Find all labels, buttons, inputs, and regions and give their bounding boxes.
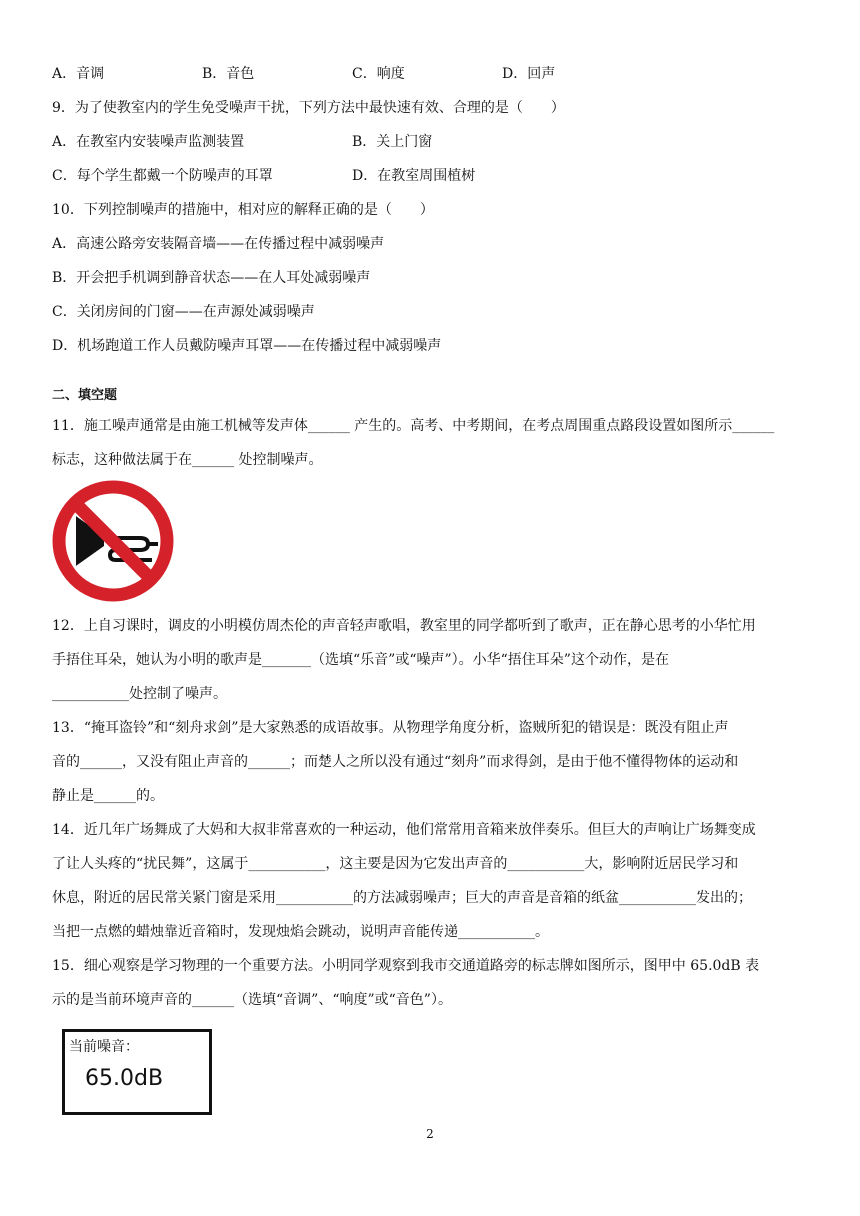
q12-line-2: 手捂住耳朵，她认为小明的歌声是_______（选填“乐音”或“噪声”）。小华“捂住耳朵”这个动作，是在 <box>52 652 669 668</box>
q9-option-a: A．在教室内安装噪声监测装置 <box>52 134 245 150</box>
q15-line-1: 15．细心观察是学习物理的一个重要方法。小明同学观察到我市交通道路旁的标志牌如图所示，图甲中 65.0dB 表 <box>52 958 760 974</box>
q10-option-b: B．开会把手机调到静音状态——在人耳处减弱噪声 <box>52 270 371 286</box>
q14-line-4: 当把一点燃的蜡烛靠近音箱时，发现烛焰会跳动，说明声音能传递___________。 <box>52 924 549 940</box>
q13-line-2: 音的______，又没有阻止声音的______；而楚人之所以没有通过“刻舟”而求得剑，是由于他不懂得物体的运动和 <box>52 754 739 770</box>
q15-line-2: 示的是当前环境声音的______（选填“音调”、“响度”或“音色”）。 <box>52 992 452 1008</box>
q8-option-d: D．回声 <box>502 66 556 82</box>
q9-stem: 9．为了使教室内的学生免受噪声干扰，下列方法中最快速有效、合理的是（ ） <box>52 100 565 116</box>
q11-line-1: 11．施工噪声通常是由施工机械等发声体______ 产生的。高考、中考期间，在考点周围重点路段设置如图所示______ <box>52 418 775 434</box>
q13-line-1: 13．“掩耳盗铃”和“刻舟求剑”是大家熟悉的成语故事。从物理学角度分析，盗贼所犯的错误是：既没有阻止声 <box>52 720 729 736</box>
page-number: 2 <box>426 1127 434 1141</box>
q8-option-b: B．音色 <box>202 66 255 82</box>
q12-line-1: 12．上自习课时，调皮的小明模仿周杰伦的声音轻声歌唱，教室里的同学都听到了歌声，正在静心思考的小华忙用 <box>52 618 756 634</box>
q13-line-3: 静止是______的。 <box>52 788 164 804</box>
q14-line-3: 休息，附近的居民常关紧门窗是采用___________的方法减弱噪声；巨大的声音是音箱的纸盆___________发出的； <box>52 890 752 906</box>
q9-option-d: D．在教室周围植树 <box>352 168 476 184</box>
section-heading-fill-blank: 二、填空题 <box>52 388 118 403</box>
q8-option-a: A．音调 <box>52 66 105 82</box>
q8-option-c: C．响度 <box>352 66 405 82</box>
q9-option-b: B．关上门窗 <box>352 134 433 150</box>
q14-line-1: 14．近几年广场舞成了大妈和大叔非常喜欢的一种运动，他们常常用音箱来放伴奏乐。但巨大的声响让广场舞变成 <box>52 822 756 838</box>
q10-stem: 10．下列控制噪声的措施中，相对应的解释正确的是（ ） <box>52 202 434 218</box>
noise-display-panel <box>62 1029 212 1115</box>
q12-line-3: ___________处控制了噪声。 <box>52 686 227 702</box>
no-horn-sign-icon <box>52 480 174 602</box>
q9-option-c: C．每个学生都戴一个防噪声的耳罩 <box>52 168 273 184</box>
q10-option-d: D．机场跑道工作人员戴防噪声耳罩——在传播过程中减弱噪声 <box>52 338 442 354</box>
q11-line-2: 标志，这种做法属于在______ 处控制噪声。 <box>52 452 323 468</box>
q10-option-c: C．关闭房间的门窗——在声源处减弱噪声 <box>52 304 315 320</box>
q14-line-2: 了让人头疼的“扰民舞”，这属于___________，这主要是因为它发出声音的___________大，影响附近居民学习和 <box>52 856 739 872</box>
q10-option-a: A．高速公路旁安装隔音墙——在传播过程中减弱噪声 <box>52 236 385 252</box>
noise-panel-label: 当前噪音： <box>69 1039 139 1055</box>
noise-panel-value: 65.0dB <box>85 1066 164 1091</box>
